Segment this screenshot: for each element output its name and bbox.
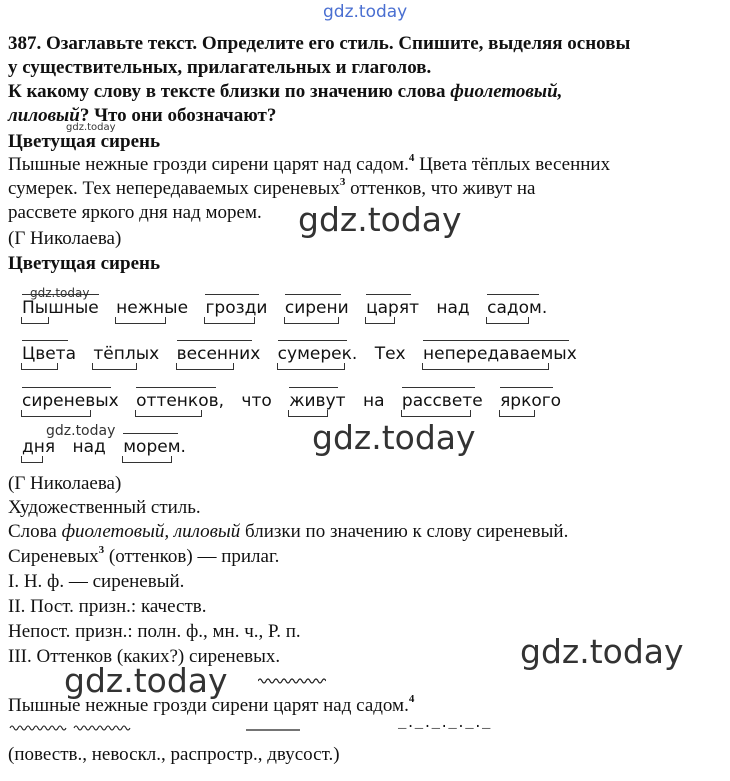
parse-point-1: I. Н. ф. — сиреневый. bbox=[8, 571, 185, 592]
stem-word: рассвете bbox=[402, 391, 483, 411]
word: над bbox=[72, 437, 106, 457]
stem-word: Цвета bbox=[22, 344, 76, 364]
answer-characteristics: (повеств., невоскл., распростр., двусост.) bbox=[8, 744, 340, 765]
analysis-row-3 bbox=[22, 391, 573, 411]
wavy-underline-mark bbox=[258, 672, 326, 680]
word: на bbox=[362, 391, 385, 411]
task-line-4-text: ? Что они обозначают? bbox=[79, 105, 277, 126]
stem-word: весенних bbox=[177, 344, 261, 364]
stem-word: сумерек. bbox=[278, 344, 358, 364]
task-line-4 bbox=[8, 104, 276, 128]
watermark-large-3: gdz.today bbox=[520, 632, 684, 671]
footnote-4: 4 bbox=[408, 152, 415, 164]
synonyms-text-a: Слова bbox=[8, 521, 62, 542]
text-line-1-b: Цвета тёплых весенних bbox=[414, 154, 611, 175]
stem-word: морем. bbox=[123, 437, 186, 457]
word: Тех bbox=[374, 344, 406, 364]
text-line-1 bbox=[8, 153, 610, 177]
stem-word: грозди bbox=[205, 298, 267, 318]
parse-point-2: II. Пост. призн.: качеств. bbox=[8, 596, 207, 617]
task-line-3-em: фиолетовый, bbox=[450, 81, 563, 102]
parse-point-3: Непост. призн.: полн. ф., мн. ч., Р. п. bbox=[8, 621, 301, 642]
text-author: (Г Николаева) bbox=[8, 228, 122, 249]
stem-word: живут bbox=[289, 391, 345, 411]
stem-word: сиреневых bbox=[22, 391, 119, 411]
watermark-small-1: gdz.today bbox=[66, 122, 116, 133]
answer-synonyms bbox=[8, 520, 568, 544]
text-line-2-b: оттенков, что живут на bbox=[345, 178, 536, 199]
watermark-large-2: gdz.today bbox=[312, 418, 476, 457]
answer-word bbox=[8, 545, 279, 569]
analysis-row-1 bbox=[22, 298, 559, 318]
answer-author: (Г Николаева) bbox=[8, 473, 122, 494]
synonyms-text-b: близки по значению к слову сиреневый. bbox=[240, 521, 569, 542]
watermark-large-4: gdz.today bbox=[64, 661, 228, 700]
sentence-footnote: 4 bbox=[408, 693, 415, 705]
footnote-3: 3 bbox=[339, 176, 346, 188]
watermark-top: gdz.today bbox=[323, 2, 408, 22]
stem-word: непередаваемых bbox=[423, 344, 577, 364]
stem-word: яркого bbox=[500, 391, 561, 411]
task-line-2: у существительных, прилагательных и глаголов. bbox=[8, 57, 432, 78]
watermark-small-3: gdz.today bbox=[46, 423, 116, 439]
word-footnote: 3 bbox=[98, 544, 105, 556]
stem-word: тёплых bbox=[93, 344, 159, 364]
stem-word: Пышные bbox=[22, 298, 99, 318]
sentence-dash-dot-marks: _._._._._._ bbox=[398, 716, 491, 732]
text-line-1-a: Пышные нежные грозди сирени царят над садом. bbox=[8, 154, 409, 175]
word: над bbox=[436, 298, 470, 318]
watermark-large-1: gdz.today bbox=[298, 200, 462, 239]
stem-word: сирени bbox=[285, 298, 349, 318]
sentence-text: Пышные нежные грозди сирени царят над садом. bbox=[8, 695, 409, 716]
stem-word: оттенков, bbox=[136, 391, 224, 411]
analysis-row-2 bbox=[22, 344, 589, 364]
text-line-3: рассвете яркого дня над морем. bbox=[8, 202, 262, 223]
task-line-4-em: лиловый bbox=[8, 105, 80, 126]
text-line-2 bbox=[8, 177, 535, 201]
synonyms-em: фиолетовый, лиловый bbox=[61, 521, 241, 542]
stem-word: царят bbox=[366, 298, 419, 318]
answer-style: Художественный стиль. bbox=[8, 497, 201, 518]
stem-word: дня bbox=[22, 437, 55, 457]
task-line-3-text: К какому слову в тексте близки по значению слова bbox=[8, 81, 451, 102]
word-rest: (оттенков) — прилаг. bbox=[104, 546, 280, 567]
analysis-row-4 bbox=[22, 437, 198, 457]
stem-word: нежные bbox=[116, 298, 188, 318]
watermark-small-2: gdz.today bbox=[30, 286, 90, 300]
word-text: Сиреневых bbox=[8, 546, 99, 567]
task-line-3 bbox=[8, 80, 562, 104]
task-line-1: 387. Озаглавьте текст. Определите его стиль. Спишите, выделяя основы bbox=[8, 33, 631, 54]
answer-title: Цветущая сирень bbox=[8, 253, 160, 274]
parse-point-4: III. Оттенков (каких?) сиреневых. bbox=[8, 646, 281, 667]
answer-sentence bbox=[8, 694, 414, 718]
text-title: Цветущая сирень bbox=[8, 131, 160, 152]
stem-word: садом. bbox=[487, 298, 547, 318]
word: что bbox=[241, 391, 272, 411]
text-line-2-a: сумерек. Тех непередаваемых сиреневых bbox=[8, 178, 340, 199]
